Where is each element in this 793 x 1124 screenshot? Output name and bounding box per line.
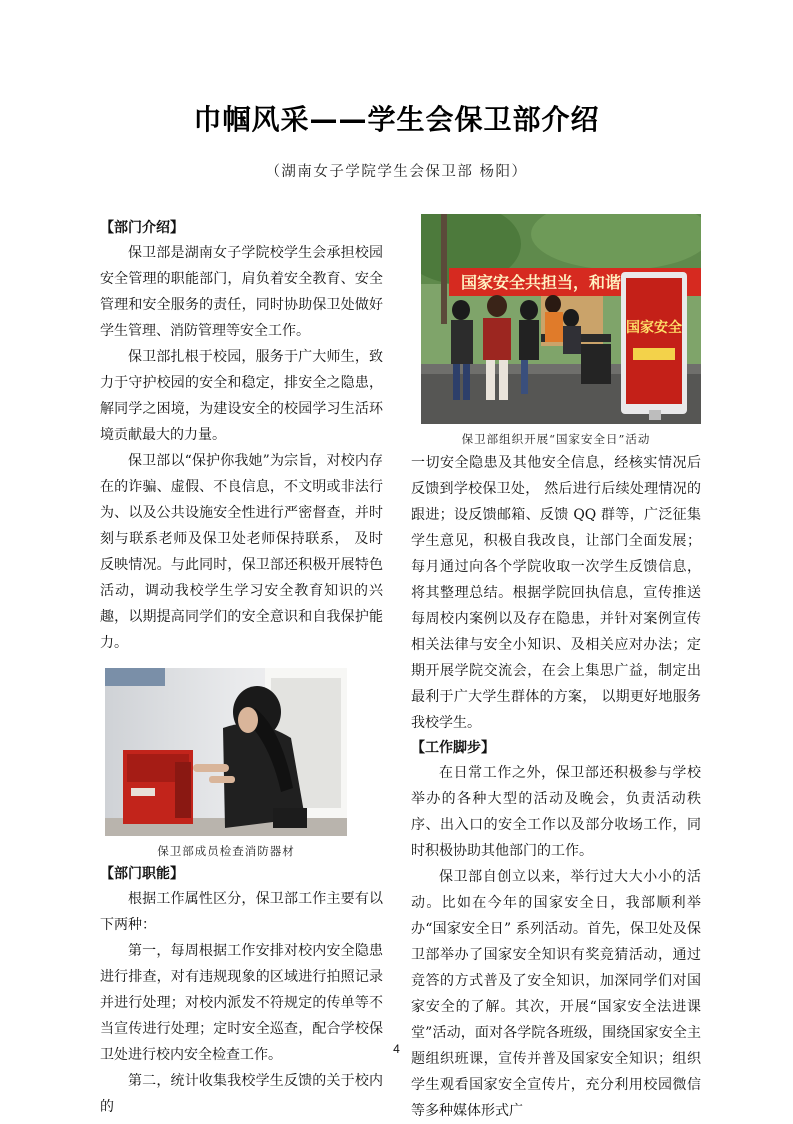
article-title: 巾帼风采——学生会保卫部介绍	[193, 103, 600, 136]
right-column	[411, 214, 701, 1124]
left-column	[100, 216, 383, 1120]
article-author: （湖南女子学院学生会保卫部 杨阳）	[265, 164, 528, 180]
paragraph: 在日常工作之外，保卫部还积极参与学校举办的各种大型的活动及晚会，负责活动秩序、出入口的安全工作以及部分收场工作，同时积极协助其他部门的工作。	[411, 765, 701, 859]
section-heading-functions: 【部门职能】	[100, 866, 184, 882]
paragraph: 一切安全隐患及其他安全信息，经核实情况后反馈到学校保卫处， 然后进行后续处理情况的跟进；设反馈邮箱、反馈 QQ 群等，广泛征集学生意见，积极自我改良，让部门全面发展；每月通过向各个学院收取一次学生反馈信息，将其整理总结。根据学院回执信息，宣传推送每周校内案例以及存在隐患，并针对案例宣传相关法律与安全小知识、及相关应对办法；定期开展学院交流会，在会上集思广益，制定出最利于广大学生群体的方案， 以期更好地服务我校学生。	[411, 455, 701, 731]
paragraph: 保卫部自创立以来，举行过大大小小的活动。比如在今年的国家安全日，我部顺利举办“国家安全日” 系列活动。首先，保卫处及保卫部举办了国家安全知识有奖竞猜活动，通过竞答的方式普及了安全知识，加深同学们对国家安全的了解。其次，开展“国家安全法进课堂”活动，面对各学院各班级，围绕国家安全主题组织班课，宣传并普及国家安全知识；组织学生观看国家安全宣传片，充分利用校园微信等多种媒体形式广	[411, 869, 701, 1119]
paragraph: 第二，统计收集我校学生反馈的关于校内的	[100, 1073, 383, 1115]
section-heading-work: 【工作脚步】	[411, 740, 495, 756]
standee-text: 国家安全	[626, 320, 682, 336]
paragraph: 保卫部是湖南女子学院校学生会承担校园安全管理的职能部门，肩负着安全教育、安全管理和安全服务的责任，同时协助保卫处做好学生管理、消防管理等安全工作。	[100, 245, 383, 339]
section-heading-intro: 【部门介绍】	[100, 220, 184, 236]
paragraph: 保卫部以“保护你我她”为宗旨，对校内存在的诈骗、虚假、不良信息，不文明或非法行为、以及公共设施安全性进行严密督查，并时刻与联系老师及保卫处老师保持联系， 及时反映情况。与此同时，保卫部还积极开展特色活动，调动我校学生学习安全教育知识的兴趣，以期提高同学们的安全意识和自我保护能力。	[100, 453, 383, 651]
photo-fire-equipment-check	[105, 668, 347, 836]
photo-caption: 保卫部组织开展“国家安全日”活动	[461, 432, 651, 446]
paragraph: 根据工作属性区分，保卫部工作主要有以下两种：	[100, 891, 383, 933]
paragraph: 保卫部扎根于校园，服务于广大师生，致力于守护校园的安全和稳定，排安全之隐患，解同学之困境，为建设安全的校园学习生活环境贡献最大的力量。	[100, 349, 383, 443]
photo-caption: 保卫部成员检查消防器材	[157, 844, 295, 858]
photo-national-security-day	[421, 214, 701, 424]
banner-text: 国家安全共担当，和谐	[461, 273, 622, 292]
paragraph: 第一，每周根据工作安排对校内安全隐患进行排查，对有违规现象的区域进行拍照记录并进行处理；对校内派发不符规定的传单等不当宣传进行处理；定时安全巡查，配合学校保卫处进行校内安全检查工作。	[100, 943, 383, 1063]
page-number: 4	[393, 1042, 400, 1056]
